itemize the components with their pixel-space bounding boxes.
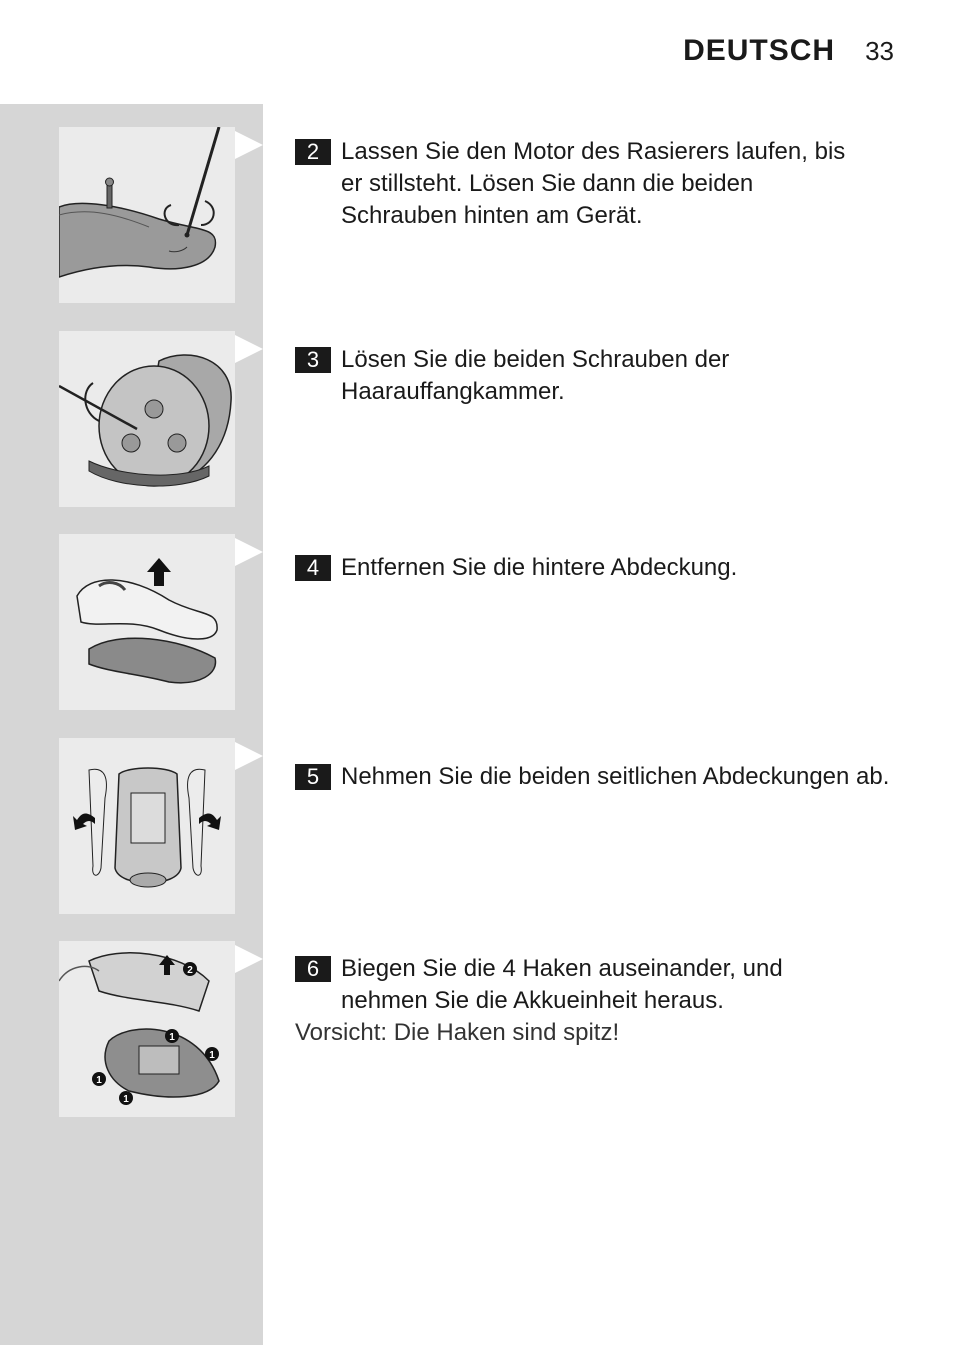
figure-step-3-hair-chamber [59,331,235,507]
figure-pointer [235,538,263,566]
marker-one-d: 1 [123,1094,129,1105]
step-4 [295,552,895,584]
step-number: 4 [295,555,331,581]
step-text: Biegen Sie die 4 Haken auseinander, und nehmen Sie die Akkueinheit heraus. [341,955,783,1014]
figure-pointer [235,742,263,770]
step-6 [295,953,895,1049]
step-text: Entfernen Sie die hintere Abdeckung. [341,554,738,581]
step-3 [295,344,895,408]
step-text: Lassen Sie den Motor des Rasierers laufen, bis er stillsteht. Lösen Sie dann die beiden Schrauben hinten am Gerät. [341,138,846,229]
marker-one-c: 1 [96,1075,102,1086]
marker-two: 2 [187,965,193,976]
figure-pointer [235,335,263,363]
page-header [683,34,894,68]
figure-step-2-screws-back [59,127,235,303]
figure-step-6-battery [59,941,235,1117]
caution-note: Vorsicht: Die Haken sind spitz! [295,1019,620,1046]
section-language: DEUTSCH [683,34,836,67]
step-text: Lösen Sie die beiden Schrauben der Haarauffangkammer. [341,346,730,405]
step-2 [295,136,895,232]
marker-one-a: 1 [169,1032,175,1043]
figure-step-5-side-covers [59,738,235,914]
step-text: Nehmen Sie die beiden seitlichen Abdeckungen ab. [341,763,890,790]
step-number: 5 [295,764,331,790]
figure-pointer [235,131,263,159]
step-number: 3 [295,347,331,373]
page-number: 33 [865,36,894,66]
step-number: 6 [295,956,331,982]
step-5 [295,761,895,793]
marker-one-b: 1 [209,1050,215,1061]
figure-pointer [235,945,263,973]
step-number: 2 [295,139,331,165]
figure-step-4-back-cover [59,534,235,710]
